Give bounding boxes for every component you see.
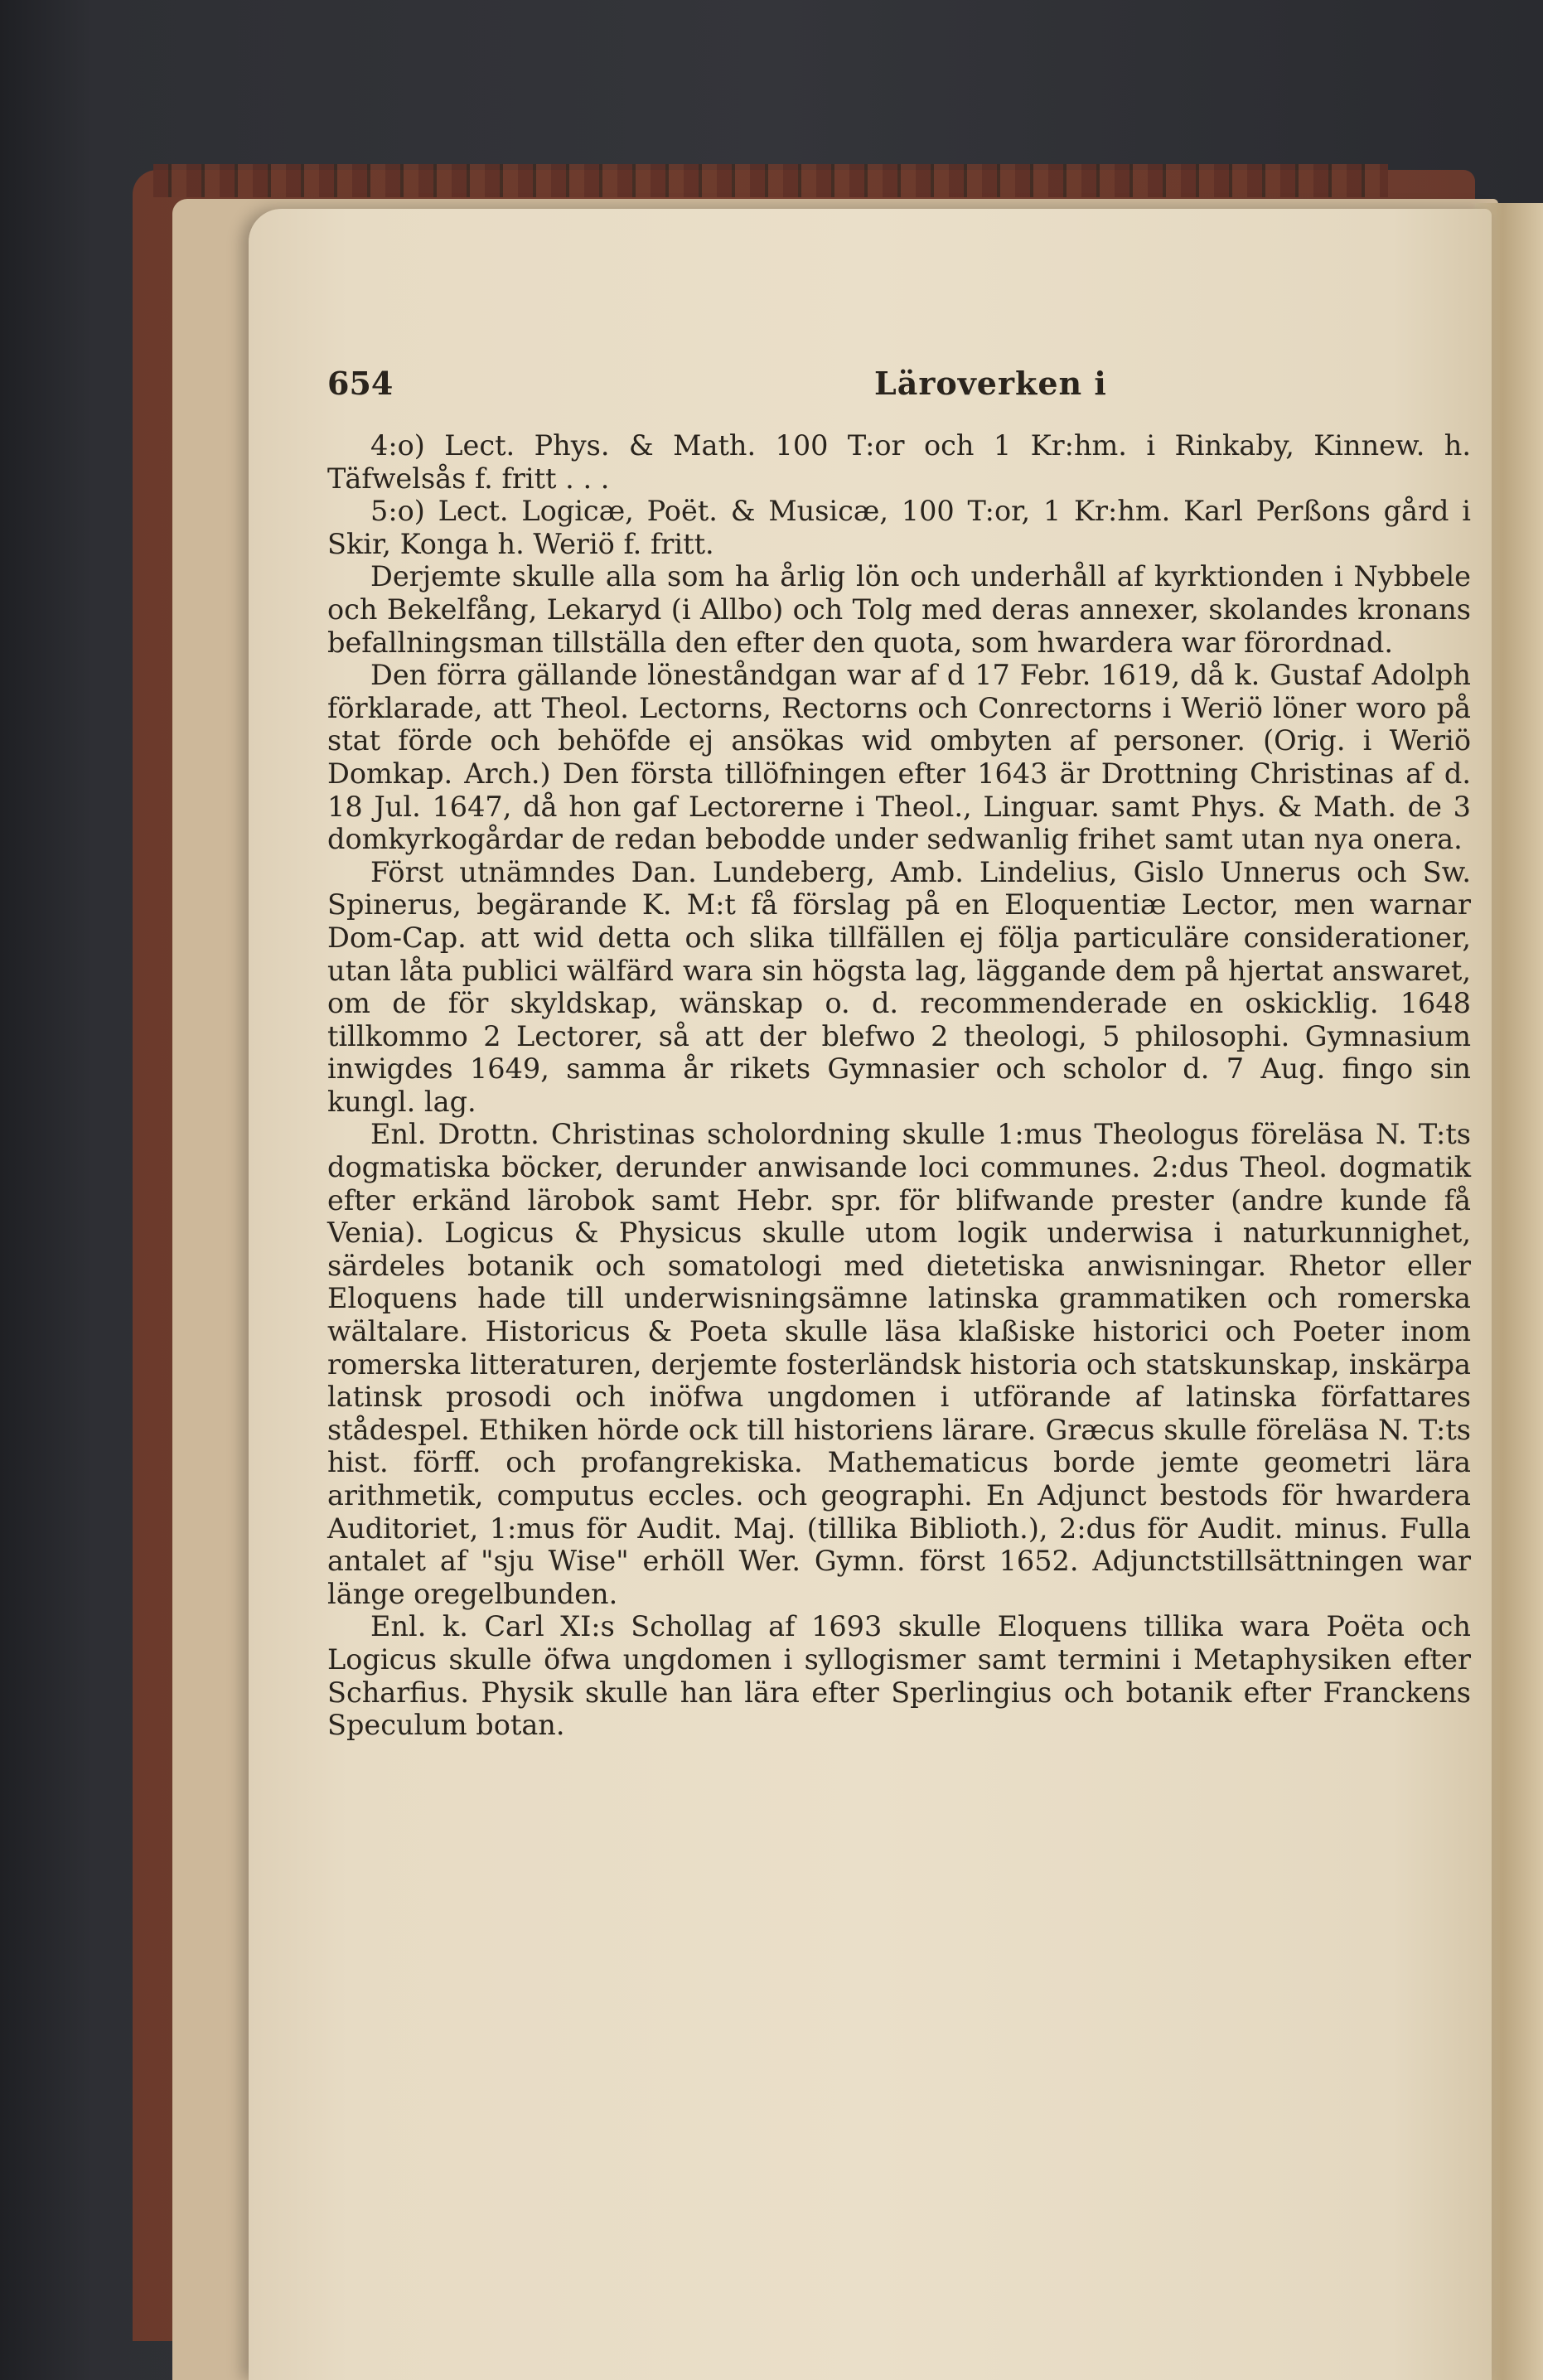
paragraph-5: Först utnämndes Dan. Lundeberg, Amb. Lindelius, Gislo Unnerus och Sw. Spinerus, begärande K. M:t få förslag på en Eloquentiæ Lector, men warnar Dom-Cap. att wid detta och slika tillfällen ej följa particuläre considerationer, utan låta publici wälfärd wara sin högsta lag, läggande dem på hjertat answaret, om de för skyldskap, wänskap o. d. recommenderade en oskicklig. 1648 tillkommo 2 Lectorer, så att der blefwo 2 theologi, 5 philosophi. Gymnasium inwigdes 1649, samma år rikets Gymnasier och scholor d. 7 Aug. fingo sin kungl. lag. bbox=[327, 855, 1471, 1118]
cover-headband bbox=[153, 164, 1388, 197]
page-number: 654 bbox=[327, 365, 394, 402]
paragraph-2: 5:o) Lect. Logicæ, Poët. & Musicæ, 100 T:or, 1 Kr:hm. Karl Perßons gård i Skir, Konga h. Weriö f. fritt. bbox=[327, 495, 1471, 560]
paragraph-6: Enl. Drottn. Christinas scholordning skulle 1:mus Theologus föreläsa N. T:ts dogmatiska böcker, derunder anwisande loci communes. 2:dus Theol. dogmatik efter erkänd lärobok samt Hebr. spr. för blifwande prester (andre kunde få Venia). Logicus & Physicus skulle utom logik underwisa i naturkunnighet, särdeles botanik och somatologi med dietetiska anwisningar. Rhetor eller Eloquens hade till underwisningsämne latinska grammatiken och romerska wältalare. Historicus & Poeta skulle läsa klaßiske historici och Poeter inom romerska litteraturen, derjemte fosterländsk historia och statskunskap, inskärpa latinsk prosodi och inöfwa ungdomen i utförande af latinska författares stådespel. Ethiken hörde ock till historiens lärare. Græcus skulle föreläsa N. T:ts hist. förff. och profangrekiska. Mathematicus borde jemte geometri lära arithmetik, computus eccles. och geographi. En Adjunct bestods för hwardera Auditoriet, 1:mus för Audit. Maj. (tillika Biblioth.), 2:dus för Audit. minus. Fulla antalet af "sju Wise" erhöll Wer. Gymn. först 1652. Adjunctstillsättningen war länge oregelbunden. bbox=[327, 1118, 1471, 1610]
page-text-block bbox=[327, 365, 1471, 1742]
paragraph-3: Derjemte skulle alla som ha årlig lön och underhåll af kyrktionden i Nybbele och Bekelfång, Lekaryd (i Allbo) och Tolg med deras annexer, skolandes kronans befallningsman tillställa den efter den quota, som hwardera war förordnad. bbox=[327, 560, 1471, 659]
running-head-title: Läroverken i bbox=[874, 365, 1107, 402]
paragraph-7: Enl. k. Carl XI:s Schollag af 1693 skulle Eloquens tillika wara Poëta och Logicus skulle öfwa ungdomen i syllogismer samt termini i Metaphysiken efter Scharfius. Physik skulle han lära efter Sperlingius och botanik efter Franckens Speculum botan. bbox=[327, 1610, 1471, 1742]
paragraph-4: Den förra gällande löneståndgan war af d 17 Febr. 1619, då k. Gustaf Adolph förklarade, att Theol. Lectorns, Rectorns och Conrectorns i Weriö löner woro på stat förde och behöfde ej ansökas wid ombyten af personer. (Orig. i Weriö Domkap. Arch.) Den första tillöfningen efter 1643 är Drottning Christinas af d. 18 Jul. 1647, då hon gaf Lectorerne i Theol., Linguar. samt Phys. & Math. de 3 domkyrkogårdar de redan bebodde under sedwanlig frihet samt utan nya onera. bbox=[327, 659, 1471, 856]
paragraph-1: 4:o) Lect. Phys. & Math. 100 T:or och 1 Kr:hm. i Rinkaby, Kinnew. h. Täfwelsås f. fritt . . . bbox=[327, 429, 1471, 495]
running-header bbox=[327, 365, 1471, 414]
